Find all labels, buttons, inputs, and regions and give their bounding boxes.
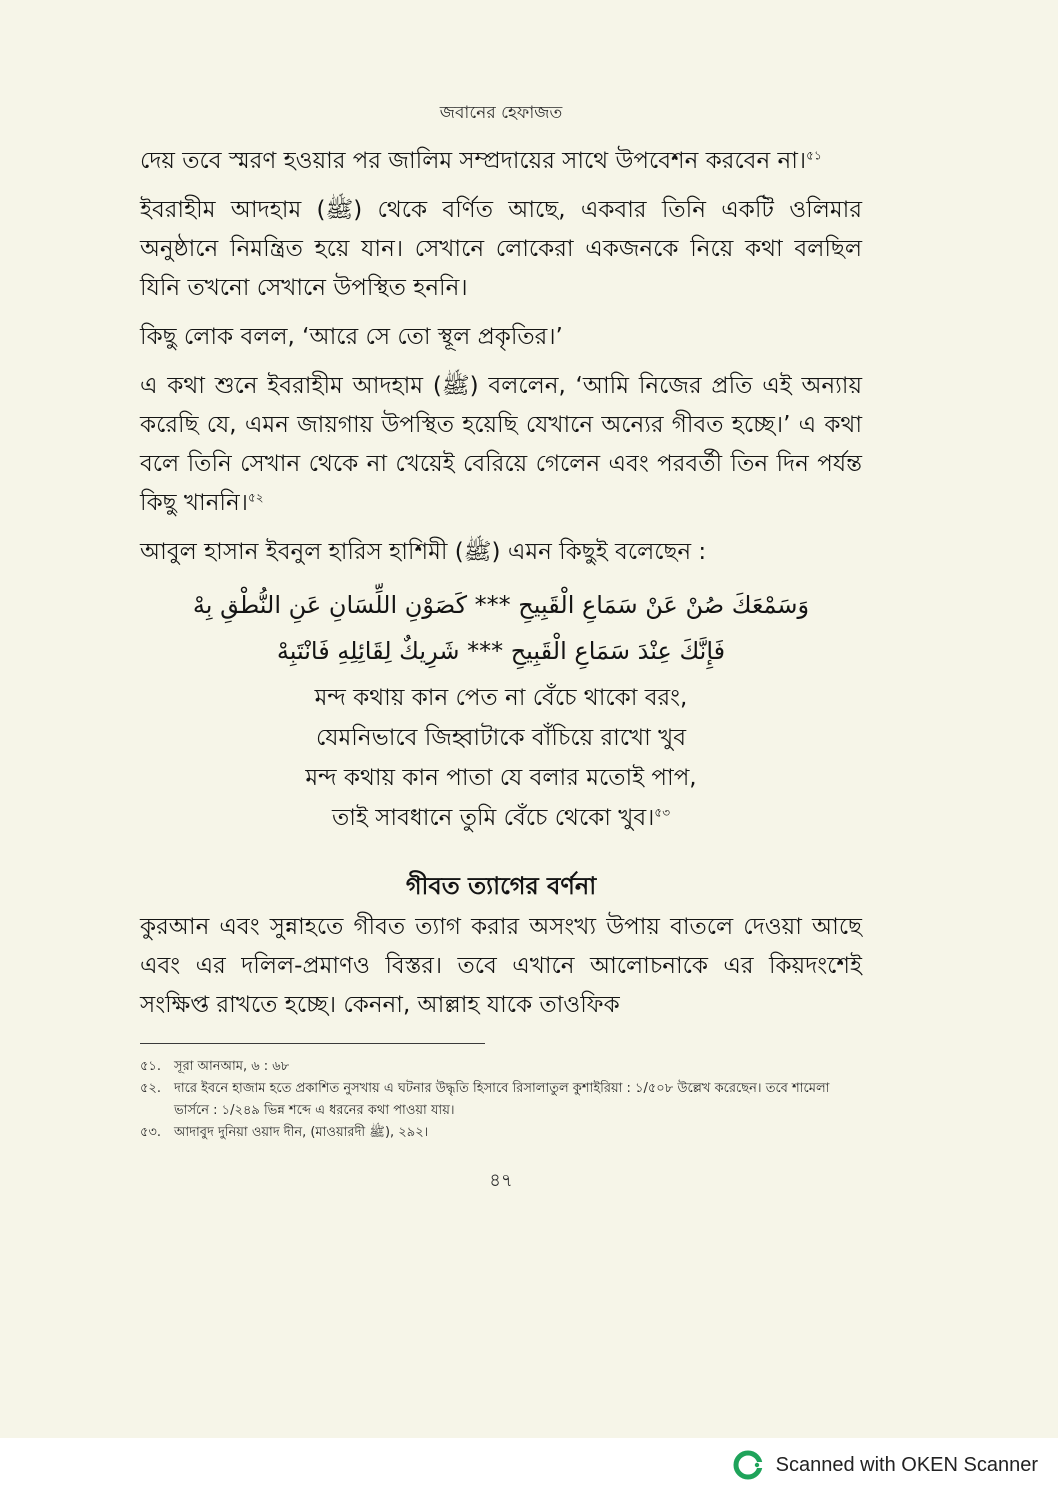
footnote-ref-53: ৫৩ — [654, 805, 670, 820]
footnote-ref-52: ৫২ — [247, 490, 264, 505]
footnote-divider — [140, 1043, 485, 1044]
footnote-ref-51: ৫১ — [806, 148, 822, 163]
page-content — [140, 100, 862, 1197]
footnote-text: সূরা আনআম, ৬ : ৬৮ — [174, 1059, 290, 1074]
scanner-label: Scanned with OKEN Scanner — [775, 1453, 1038, 1476]
footnote-53 — [140, 1122, 862, 1144]
verse-line-3: মন্দ কথায় কান পাতা যে বলার মতোই পাপ, — [305, 765, 697, 791]
footnote-text: দারে ইবনে হাজাম হতে প্রকাশিত নুসখায় এ ঘটনার উদ্ধৃতি হিসাবে রিসালাতুল কুশাইরিয়া : ১/৫০৮ উল্লেখ করেছেন। তবে শামেলা ভার্সনে : ১/২৪৯ ভিন্ন শব্দে এ ধরনের কথা পাওয়া যায়। — [174, 1081, 830, 1118]
scanner-badge — [732, 1448, 1038, 1482]
page-number: ৪৭ — [489, 1170, 513, 1191]
footnote-51 — [140, 1056, 862, 1078]
arabic-verse-line-2: فَإِنَّكَ عِنْدَ سَمَاعِ الْقَبِيحِ *** شَرِيكٌ لِقَائِلِهِ فَانْتَبِهْ — [276, 637, 726, 665]
footnote-number: ৫১. — [140, 1059, 162, 1074]
paragraph-1: দেয় তবে স্মরণ হওয়ার পর জালিম সম্প্রদায়ের সাথে উপবেশন করবেন না।$^{৫১}$ — [140, 148, 822, 174]
footnote-52 — [140, 1078, 862, 1122]
footnote-number: ৫২. — [140, 1081, 162, 1096]
footnote-number: ৫৩. — [140, 1125, 162, 1140]
verse-line-2: যেমনিভাবে জিহ্বাটাকে বাঁচিয়ে রাখো খুব — [315, 725, 687, 751]
section-paragraph: কুরআন এবং সুন্নাহতে গীবত ত্যাগ করার অসংখ্য উপায় বাতলে দেওয়া আছে এবং এর দলিল-প্রমাণও বিস্তর। তবে এখানে আলোচনাকে এর কিয়দংশেই সংক্ষিপ্ত রাখতে হচ্ছে। কেননা, আল্লাহ যাকে তাওফিক — [140, 914, 862, 1018]
paragraph-4: এ কথা শুনে ইবরাহীম আদহাম (ﷺ) বললেন, ‘আমি নিজের প্রতি এই অন্যায় করেছি যে, এমন জায়গায় উপস্থিত হয়েছি যেখানে অন্যের গীবত হচ্ছে।’ এ কথা বলে তিনি সেখান থেকে না খেয়েই বেরিয়ে গেলেন এবং পরবর্তী তিন দিন পর্যন্ত কিছু খাননি।$^{৫২}$ — [140, 373, 862, 516]
section-heading: গীবত ত্যাগের বর্ণনা — [405, 872, 597, 900]
verse-line-4: তাই সাবধানে তুমি বেঁচে থেকো খুব।$^{৫৩}$ — [332, 805, 670, 831]
arabic-verse-line-1: وَسَمْعَكَ صُنْ عَنْ سَمَاعِ الْقَبِيحِ *** كَصَوْنِ اللِّسَانِ عَنِ النُّطْقِ بِهْ — [192, 591, 810, 619]
oken-logo-icon — [732, 1449, 764, 1481]
verse-line-1: মন্দ কথায় কান পেত না বেঁচে থাকো বরং, — [314, 685, 688, 711]
paragraph-3: কিছু লোক বলল, ‘আরে সে তো স্থূল প্রকৃতির।’ — [140, 324, 563, 350]
footnote-text: আদাবুদ দুনিয়া ওয়াদ দীন, (মাওয়ারদী ﷺ), ২৯২। — [174, 1125, 429, 1140]
running-head: জবানের হেফাজত — [439, 103, 563, 123]
paragraph-2: ইবরাহীম আদহাম (ﷺ) থেকে বর্ণিত আছে, একবার তিনি একটি ওলিমার অনুষ্ঠানে নিমন্ত্রিত হয়ে যান। সেখানে লোকেরা একজনকে নিয়ে কথা বলছিল যিনি তখনো সেখানে উপস্থিত হননি। — [140, 197, 862, 301]
paragraph-5: আবুল হাসান ইবনুল হারিস হাশিমী (ﷺ) এমন কিছুই বলেছেন : — [140, 539, 707, 565]
